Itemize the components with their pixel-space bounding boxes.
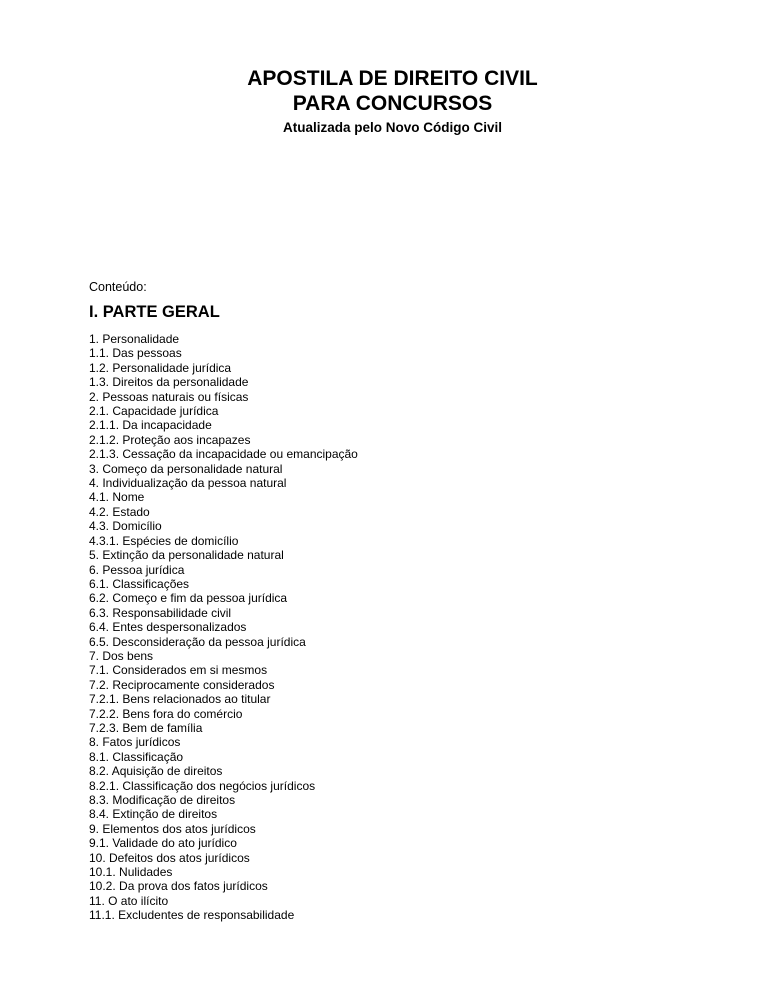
toc-item: 10.2. Da prova dos fatos jurídicos: [89, 879, 268, 894]
toc-item: 7.2. Reciprocamente considerados: [89, 677, 275, 692]
toc-item: 6. Pessoa jurídica: [89, 562, 185, 577]
document-title-line-1: APOSTILA DE DIREITO CIVIL: [247, 67, 538, 90]
toc-item: 4. Individualização da pessoa natural: [89, 476, 287, 491]
toc-item: 10.1. Nulidades: [89, 865, 173, 880]
toc-item: 9.1. Validade do ato jurídico: [89, 836, 237, 851]
toc-item: 8. Fatos jurídicos: [89, 735, 181, 750]
toc-item: 2.1.3. Cessação da incapacidade ou emancipação: [89, 447, 358, 462]
toc-item: 4.3.1. Espécies de domicílio: [89, 533, 239, 548]
toc-item: 8.4. Extinção de direitos: [89, 807, 218, 822]
table-of-contents: [89, 332, 358, 923]
toc-item: 10. Defeitos dos atos jurídicos: [89, 850, 250, 865]
toc-item: 8.2. Aquisição de direitos: [89, 764, 223, 779]
toc-item: 8.3. Modificação de direitos: [89, 793, 236, 807]
toc-item: 4.1. Nome: [89, 490, 145, 505]
toc-item: 6.1. Classificações: [89, 576, 190, 591]
toc-item: 6.4. Entes despersonalizados: [89, 620, 247, 635]
document-title-line-2: PARA CONCURSOS: [292, 92, 493, 115]
toc-item: 4.2. Estado: [89, 504, 150, 519]
title-block: [0, 66, 768, 137]
toc-item: 4.3. Domicílio: [89, 519, 162, 534]
document-subtitle: Atualizada pelo Novo Código Civil: [282, 120, 502, 135]
toc-item: 1.3. Direitos da personalidade: [89, 375, 249, 390]
toc-item: 8.2.1. Classificação dos negócios jurídicos: [89, 778, 316, 793]
toc-item: 7.2.1. Bens relacionados ao titular: [89, 692, 271, 707]
toc-item: 2.1.2. Proteção aos incapazes: [89, 432, 251, 447]
toc-item: 2. Pessoas naturais ou físicas: [89, 389, 249, 404]
toc-item: 7.2.2. Bens fora do comércio: [89, 706, 243, 721]
toc-item: 1.2. Personalidade jurídica: [89, 360, 232, 375]
toc-item: 5. Extinção da personalidade natural: [89, 548, 284, 563]
toc-item: 7.1. Considerados em si mesmos: [89, 663, 268, 678]
toc-item: 8.1. Classificação: [89, 749, 184, 764]
section-heading: I. PARTE GERAL: [89, 303, 220, 321]
toc-item: 11.1. Excludentes de responsabilidade: [89, 908, 295, 923]
toc-item: 1.1. Das pessoas: [89, 346, 182, 361]
toc-item: 1. Personalidade: [89, 332, 180, 346]
toc-item: 7.2.3. Bem de família: [89, 720, 203, 735]
toc-item: 9. Elementos dos atos jurídicos: [89, 821, 256, 836]
toc-item: 3. Começo da personalidade natural: [89, 461, 283, 476]
toc-item: 2.1. Capacidade jurídica: [89, 404, 219, 419]
toc-item: 6.5. Desconsideração da pessoa jurídica: [89, 634, 306, 649]
toc-item: 7. Dos bens: [89, 648, 154, 663]
toc-item: 2.1.1. Da incapacidade: [89, 418, 212, 433]
toc-item: 11. O ato ilícito: [89, 893, 169, 908]
toc-item: 6.2. Começo e fim da pessoa jurídica: [89, 591, 288, 606]
toc-item: 6.3. Responsabilidade civil: [89, 605, 232, 620]
content-label: Conteúdo:: [89, 280, 147, 294]
